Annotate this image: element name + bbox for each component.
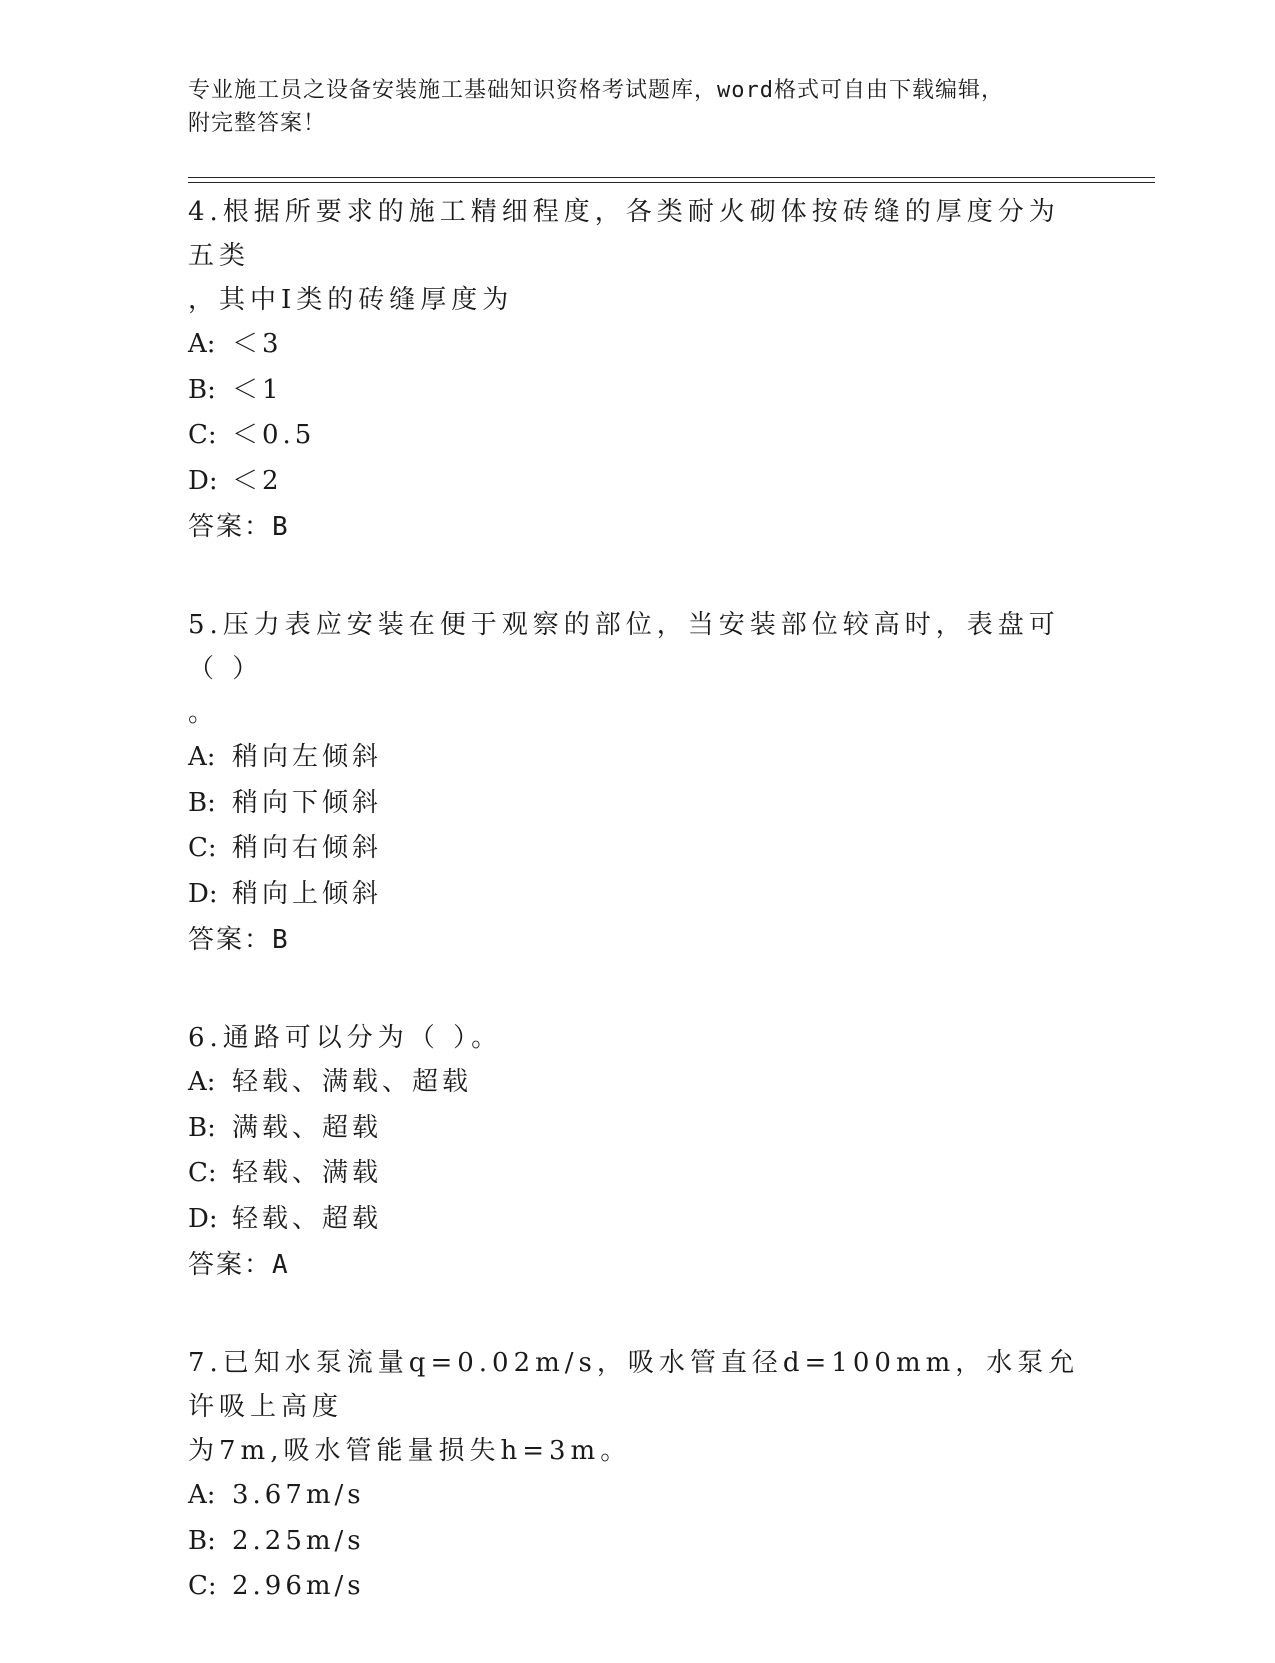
question-5: [188, 603, 1088, 963]
option-c: [188, 413, 1088, 459]
option-text: 稍向左倾斜: [232, 742, 383, 772]
option-b: [188, 368, 1088, 414]
answer-line: 答案：B: [188, 512, 290, 542]
question-4: [188, 190, 1088, 550]
option-key: B:: [188, 1525, 216, 1556]
question-stem-line: 为7m,吸水管能量损失h=3m。: [188, 1436, 632, 1466]
option-key: C:: [188, 1571, 217, 1601]
option-text: 稍向右倾斜: [232, 833, 383, 863]
option-c: [188, 826, 1088, 872]
option-text: 轻载、满载、超载: [232, 1067, 473, 1097]
option-text: 稍向上倾斜: [232, 878, 383, 909]
question-stem-line: 7.已知水泵流量q=0.02m/s，吸水管直径d=100mm，水泵允许吸上高度: [188, 1348, 1080, 1422]
option-key: B:: [188, 374, 216, 405]
question-stem-line: ，其中Ⅰ类的砖缝厚度为: [188, 285, 514, 315]
option-key: C:: [188, 833, 217, 863]
option-text: ＜1: [232, 374, 283, 405]
option-c: [188, 1564, 1088, 1610]
question-6: [188, 1016, 1088, 1288]
answer-line: 答案：A: [188, 1250, 290, 1280]
option-b: [188, 1519, 1088, 1565]
option-key: A:: [188, 1480, 216, 1510]
option-c: [188, 1151, 1088, 1197]
option-a: [188, 735, 1088, 781]
option-text: 满载、超载: [232, 1112, 383, 1143]
option-key: C:: [188, 1158, 217, 1188]
header-divider-top: [188, 177, 1155, 178]
option-text: 轻载、超载: [232, 1203, 383, 1234]
option-text: ＜2: [232, 465, 283, 496]
option-d: [188, 872, 1088, 918]
question-stem-line: 5.压力表应安装在便于观察的部位，当安装部位较高时，表盘可（ ）: [188, 610, 1060, 684]
option-text: 轻载、满载: [232, 1158, 383, 1188]
question-stem-line: 4.根据所要求的施工精细程度，各类耐火砌体按砖缝的厚度分为五类: [188, 197, 1060, 271]
option-key: D:: [188, 465, 218, 496]
option-d: [188, 1197, 1088, 1243]
option-d: [188, 459, 1088, 505]
header-line-2: 附完整答案！: [188, 111, 327, 136]
option-text: 稍向下倾斜: [232, 787, 383, 818]
option-text: 2.96m/s: [232, 1571, 365, 1601]
option-a: [188, 1060, 1088, 1106]
answer-line: 答案：B: [188, 925, 290, 955]
option-text: 2.25m/s: [232, 1525, 365, 1556]
option-key: A:: [188, 329, 216, 359]
option-key: A:: [188, 742, 216, 772]
option-key: A:: [188, 1067, 216, 1097]
option-a: [188, 322, 1088, 368]
option-text: ＜0.5: [232, 420, 316, 450]
option-key: D:: [188, 878, 218, 909]
question-stem-line: 。: [188, 698, 220, 728]
option-a: [188, 1473, 1088, 1519]
option-key: B:: [188, 1112, 216, 1143]
option-text: ＜3: [232, 329, 283, 359]
header-line-1: 专业施工员之设备安装施工基础知识资格考试题库，word格式可自由下载编辑，: [188, 78, 1004, 103]
question-stem-line: 6.通路可以分为（ ）。: [188, 1023, 503, 1053]
document-header: [188, 74, 1068, 140]
option-b: [188, 781, 1088, 827]
option-text: 3.67m/s: [232, 1480, 365, 1510]
option-key: D:: [188, 1203, 218, 1234]
option-key: C:: [188, 420, 217, 450]
option-key: B:: [188, 787, 216, 818]
question-list: [188, 190, 1088, 1663]
question-7: [188, 1341, 1088, 1610]
option-b: [188, 1106, 1088, 1152]
header-divider-bottom: [188, 182, 1155, 183]
